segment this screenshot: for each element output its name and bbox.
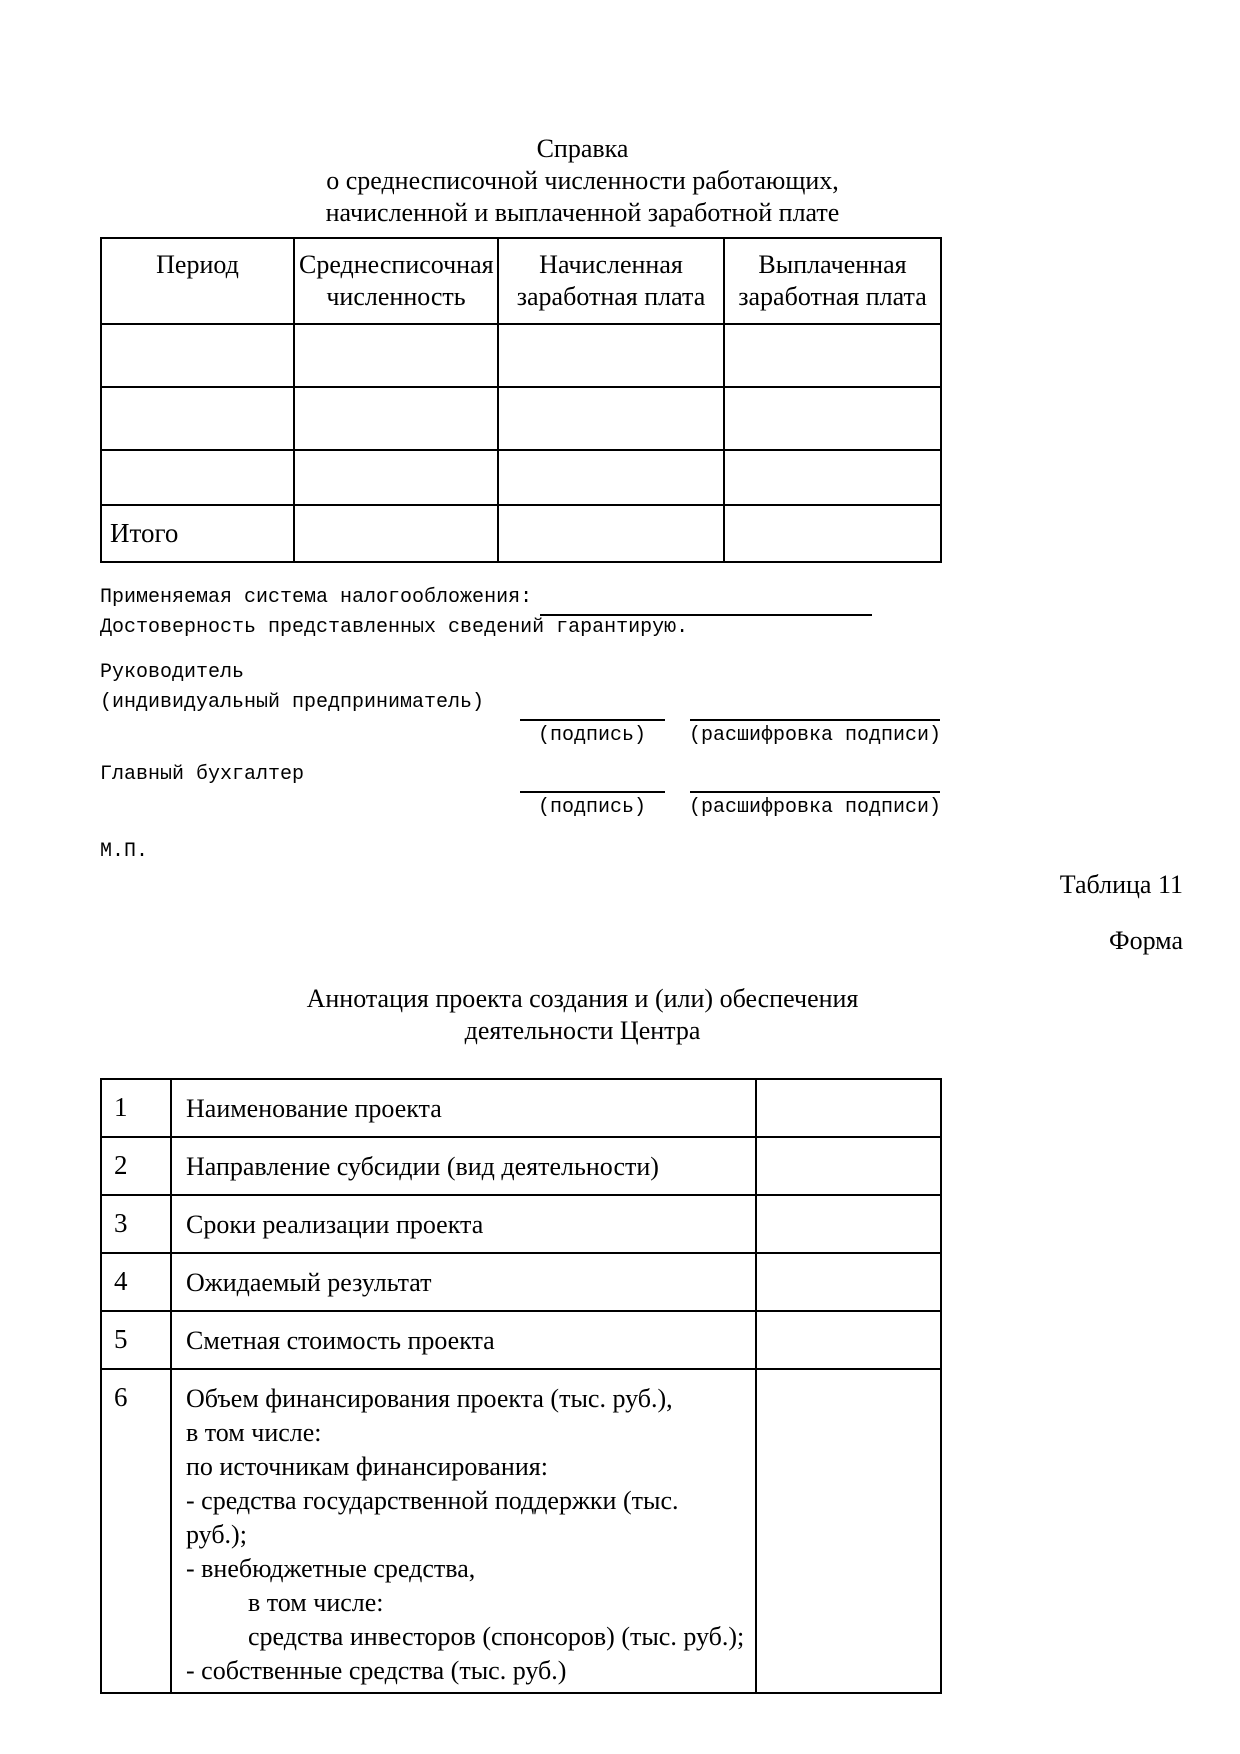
headcount-wages-table — [100, 237, 942, 563]
table1-cell — [498, 450, 724, 505]
table1-empty-row — [101, 450, 941, 505]
table2-row-2 — [101, 1137, 941, 1195]
table2-value-cell — [756, 1253, 941, 1311]
accountant-title: Главный бухгалтер — [100, 763, 305, 786]
head-name-blank-line — [690, 695, 940, 721]
table-number-caption: Таблица 11 — [1059, 870, 1183, 899]
table1-header-avg-headcount: Среднесписочная численность — [294, 238, 498, 324]
funding-line-3: по источникам финансирования: — [186, 1452, 548, 1481]
table2-row-label: Направление субсидии (вид деятельности) — [171, 1137, 756, 1195]
funding-line-7: средства инвесторов (спонсоров) (тыс. руб.); — [248, 1622, 745, 1651]
head-signature-blank-line — [520, 695, 665, 721]
head-signature-caption: (подпись) — [538, 724, 647, 747]
table1-cell — [294, 324, 498, 387]
table2-row-number: 5 — [101, 1311, 171, 1369]
table1-header-period: Период — [101, 238, 294, 324]
doc1-title-line-3: начисленной и выплаченной заработной плате — [325, 198, 840, 227]
doc2-title-line-1: Аннотация проекта создания и (или) обеспечения — [306, 984, 859, 1013]
accountant-name-blank-line — [690, 767, 940, 793]
table1-cell — [294, 387, 498, 450]
table2-row-number: 1 — [101, 1079, 171, 1137]
table1-cell — [294, 450, 498, 505]
table2-value-cell — [756, 1311, 941, 1369]
table2-value-cell — [756, 1369, 941, 1693]
head-decode-caption: (расшифровка подписи) — [689, 724, 942, 747]
table2-row-number: 4 — [101, 1253, 171, 1311]
guarantee-text: Достоверность представленных сведений гарантирую. — [100, 616, 689, 639]
project-annotation-table — [100, 1078, 942, 1694]
table1-empty-row — [101, 387, 941, 450]
table1-cell — [498, 324, 724, 387]
table1-cell — [724, 387, 941, 450]
head-title-line-2: (индивидуальный предприниматель) — [100, 691, 485, 714]
table1-cell — [101, 450, 294, 505]
funding-line-2: в том числе: — [186, 1418, 322, 1447]
tax-system-label: Применяемая система налогообложения: — [100, 586, 533, 609]
stamp-place-label: М.П. — [100, 840, 149, 863]
table2-value-cell — [756, 1079, 941, 1137]
table2-row-label — [171, 1369, 756, 1693]
table1-cell — [101, 387, 294, 450]
accountant-decode-caption: (расшифровка подписи) — [689, 796, 942, 819]
table1-cell — [724, 505, 941, 562]
table2-value-cell — [756, 1137, 941, 1195]
table2-value-cell — [756, 1195, 941, 1253]
table1-empty-row — [101, 324, 941, 387]
head-title-line-1: Руководитель — [100, 661, 245, 684]
table1-cell — [498, 505, 724, 562]
table1-header-accrued-wages: Начисленная заработная плата — [498, 238, 724, 324]
table2-row-label: Наименование проекта — [171, 1079, 756, 1137]
table1-cell — [724, 324, 941, 387]
form-caption: Форма — [1109, 926, 1183, 955]
table2-row-5 — [101, 1311, 941, 1369]
funding-line-1: Объем финансирования проекта (тыс. руб.), — [186, 1384, 673, 1413]
tax-system-blank-line — [540, 590, 872, 616]
funding-line-4: - средства государственной поддержки (тыс. руб.); — [186, 1486, 679, 1549]
accountant-signature-caption: (подпись) — [538, 796, 647, 819]
doc1-title-line-2: о среднесписочной численности работающих, — [326, 166, 839, 195]
doc1-title — [100, 133, 1065, 229]
table1-cell — [294, 505, 498, 562]
table1-cell — [498, 387, 724, 450]
table2-row-label: Сметная стоимость проекта — [171, 1311, 756, 1369]
doc1-title-line-1: Справка — [536, 134, 629, 163]
table2-row-3 — [101, 1195, 941, 1253]
table2-row-number: 3 — [101, 1195, 171, 1253]
table1-cell — [101, 324, 294, 387]
table2-row-number: 2 — [101, 1137, 171, 1195]
table2-row-1 — [101, 1079, 941, 1137]
table2-row-number: 6 — [101, 1369, 171, 1693]
table2-row-label: Ожидаемый результат — [171, 1253, 756, 1311]
accountant-signature-blank-line — [520, 767, 665, 793]
funding-line-6: в том числе: — [248, 1588, 384, 1617]
table1-header-row — [101, 238, 941, 324]
doc2-title — [100, 983, 1065, 1047]
table2-row-6 — [101, 1369, 941, 1693]
table1-cell — [724, 450, 941, 505]
table1-total-label: Итого — [101, 505, 294, 562]
table2-row-label: Сроки реализации проекта — [171, 1195, 756, 1253]
table2-row-4 — [101, 1253, 941, 1311]
table1-header-paid-wages: Выплаченная заработная плата — [724, 238, 941, 324]
table1-total-row — [101, 505, 941, 562]
funding-line-8: - собственные средства (тыс. руб.) — [186, 1656, 567, 1685]
doc2-title-line-2: деятельности Центра — [464, 1016, 701, 1045]
funding-line-5: - внебюджетные средства, — [186, 1554, 476, 1583]
